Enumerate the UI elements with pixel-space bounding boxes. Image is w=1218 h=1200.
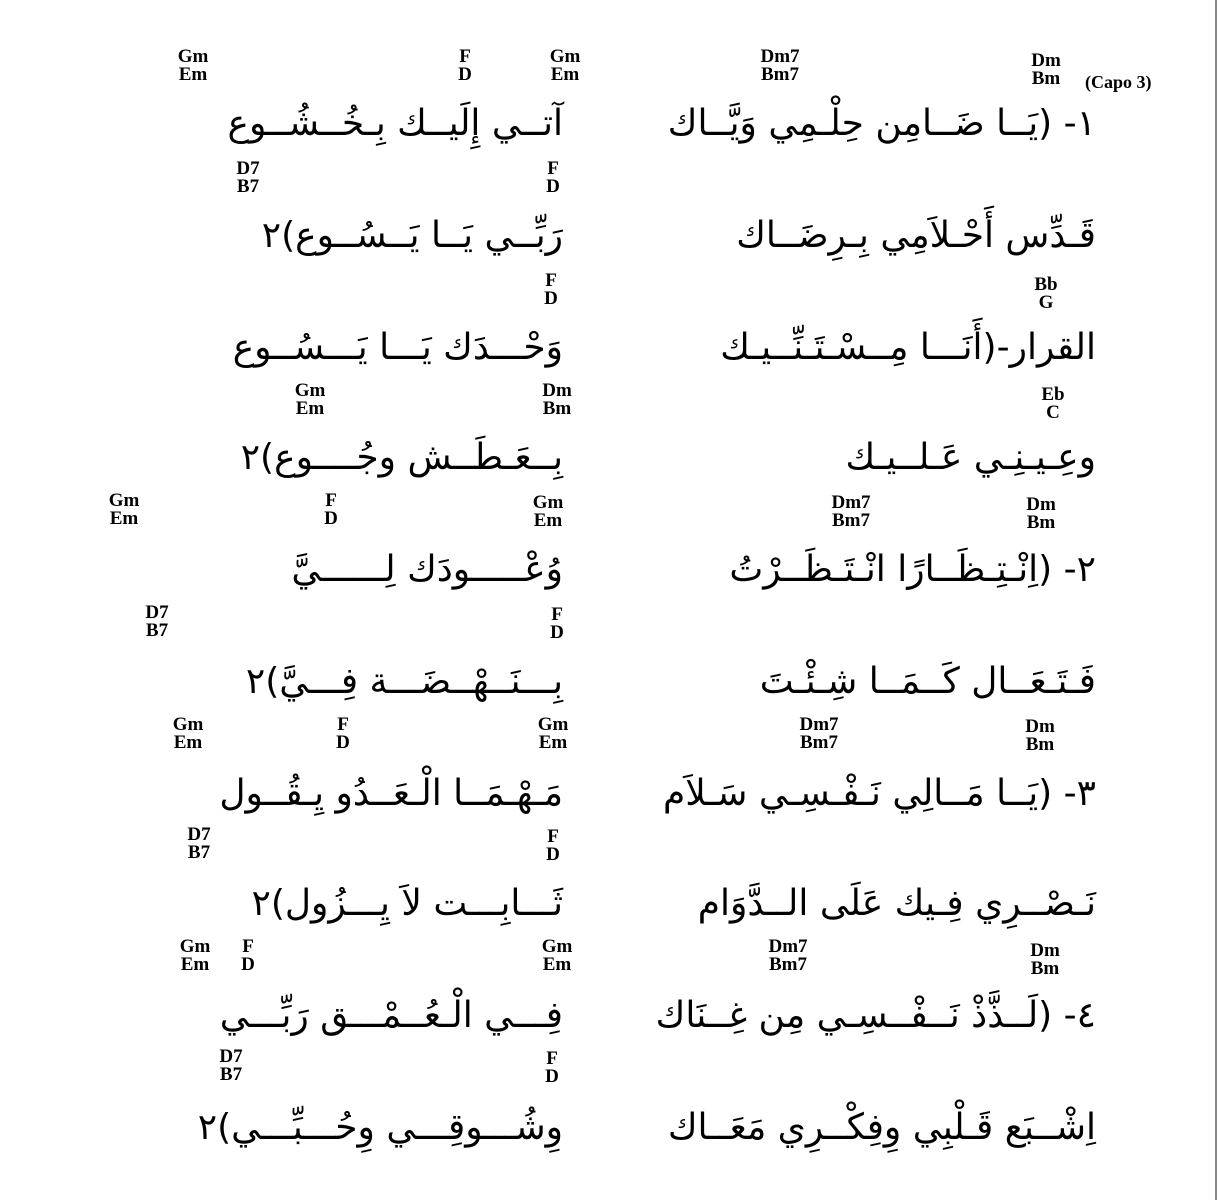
chord: Gm Em bbox=[532, 492, 564, 531]
lyric-right: ٤- (لَــذَّذْ نَــفْــسِـي مِن غِــنَاك bbox=[655, 995, 1096, 1036]
chord: F D bbox=[324, 490, 338, 529]
chord: Dm7 Bm7 bbox=[768, 936, 808, 975]
chord: F D bbox=[458, 46, 472, 85]
lyric-left: ثَـــابِـــت لاَ يِـــزُول)٢ bbox=[251, 883, 563, 924]
lyric-right: فَـتَـعَــال كَــمَــا شِـئْـتَ bbox=[759, 661, 1096, 702]
lyric-right: ١- (يَــا ضَــامِن حِلْـمِي وَيَّــاك bbox=[667, 103, 1096, 144]
lyric-right: وعِـيـنِـي عَـلــيـك bbox=[845, 437, 1096, 478]
chord: Gm Em bbox=[179, 936, 211, 975]
chord: Eb C bbox=[1041, 384, 1065, 423]
chord: Gm Em bbox=[541, 936, 573, 975]
chord: Gm Em bbox=[549, 46, 581, 85]
lyric-left: فِـــي الْـعُــمْـــق رَبِّـــي bbox=[219, 995, 563, 1036]
lyric-left: بِـــنَــهْــضَـــة فِـــيَّ)٢ bbox=[245, 661, 563, 702]
capo-note: (Capo 3) bbox=[1085, 72, 1152, 92]
lyric-right: نَـصْــرِي فِـيك عَلَى الــدَّوَام bbox=[697, 883, 1096, 924]
chord: F D bbox=[241, 936, 255, 975]
lyric-right: اِشْــبَع قَـلْبِي وِفِكْــرِي مَعَــاك bbox=[667, 1107, 1096, 1148]
chord: Gm Em bbox=[177, 46, 209, 85]
chord: F D bbox=[336, 714, 350, 753]
chord: Gm Em bbox=[537, 714, 569, 753]
lyric-right: القرار-(أَنَـــا مِــسْـتَـنِّــيـك bbox=[720, 327, 1096, 368]
chord: Gm Em bbox=[294, 380, 326, 419]
chord: D7 B7 bbox=[236, 158, 260, 197]
chord: F D bbox=[545, 1048, 559, 1087]
chord: Gm Em bbox=[172, 714, 204, 753]
lyric-left: آتــي إِلَيــك بِـخُــشُــوع bbox=[227, 103, 563, 144]
lyric-right: ٣- (يَــا مَــالِي نَـفْـسِـي سَـلاَم bbox=[662, 773, 1096, 814]
lyric-left: وَحْـــدَك يَـــا يَـــسُــوع bbox=[232, 327, 563, 368]
lyric-right: قَـدِّس أَحْـلاَمِي بِـرِضَــاك bbox=[736, 215, 1096, 256]
lyric-left: بِــعَـطَــش وجُــــوع)٢ bbox=[240, 437, 563, 478]
chord: Dm Bm bbox=[542, 380, 572, 419]
chord: F D bbox=[550, 604, 564, 643]
chord: Dm7 Bm7 bbox=[831, 492, 871, 531]
chord: Bb G bbox=[1034, 274, 1058, 313]
lyric-left: وُعْـــــودَك لِــــــيَّ bbox=[291, 549, 563, 590]
lyric-right: ٢- (اِنْـتِـظَــارًا انْـتَـظَــرْتُ bbox=[729, 549, 1096, 590]
chord: Dm7 Bm7 bbox=[799, 714, 839, 753]
chord: Dm Bm bbox=[1025, 716, 1055, 755]
chord: F D bbox=[544, 270, 558, 309]
chord: Dm Bm bbox=[1026, 494, 1056, 533]
chord: Dm Bm bbox=[1031, 50, 1061, 89]
page-edge-line bbox=[1212, 0, 1217, 1200]
chord: Dm7 Bm7 bbox=[760, 46, 800, 85]
lyric-left: رَبِّــي يَــا يَــسُــوع)٢ bbox=[261, 215, 563, 256]
chord: Gm Em bbox=[108, 490, 140, 529]
chord: Dm Bm bbox=[1030, 940, 1060, 979]
lyric-left: وِشُـــوقِـــي وِحُـــبِّـــي)٢ bbox=[197, 1107, 563, 1148]
chord: D7 B7 bbox=[187, 824, 211, 863]
chord: F D bbox=[546, 158, 560, 197]
chord: D7 B7 bbox=[145, 602, 169, 641]
chord: F D bbox=[546, 826, 560, 865]
chord: D7 B7 bbox=[219, 1046, 243, 1085]
lyric-left: مَـهْـمَــا الْـعَــدُو يِـقُــول bbox=[219, 773, 563, 814]
